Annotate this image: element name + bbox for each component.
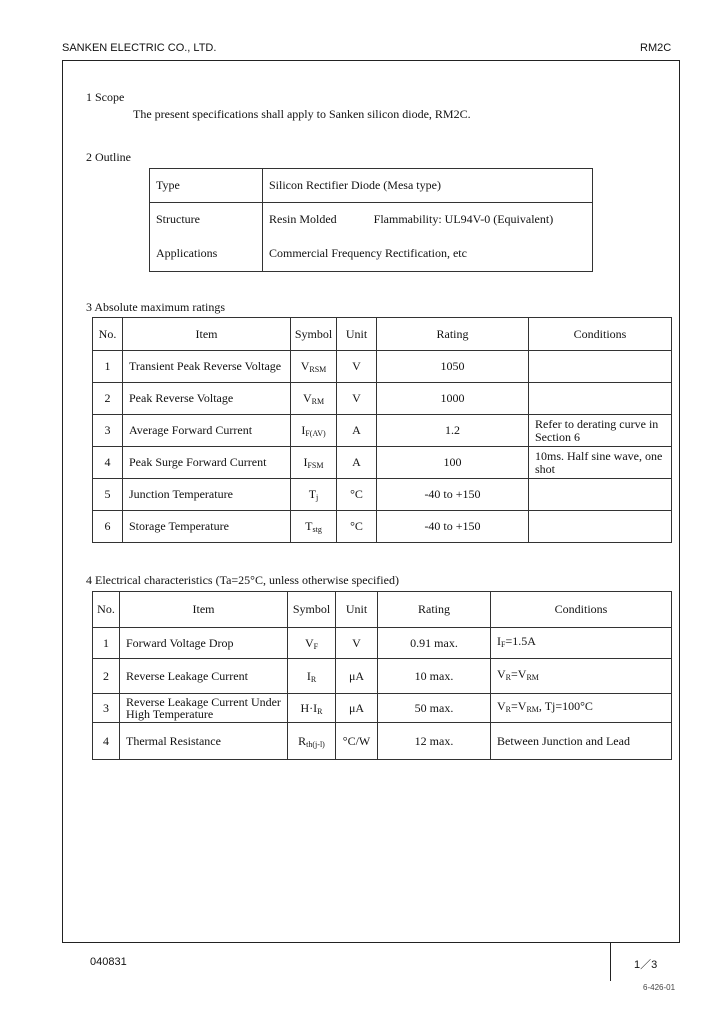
table-row: 1 Transient Peak Reverse Voltage $V_{RSM}$ V 1050 (93, 351, 672, 383)
col-no: No. (93, 592, 120, 628)
table-row: 6 Storage Temperature $T_{stg}$ °C -40 to +150 (93, 511, 672, 543)
table-row: 4 Peak Surge Forward Current $I_{FSM}$ A 100 10ms. Half sine wave, one shot (93, 447, 672, 479)
type-label: Type (150, 169, 263, 203)
col-unit: Unit (336, 592, 378, 628)
table-row: 2 Reverse Leakage Current $I_R$ μA 10 max. $V_R=V_{RM}$ (93, 659, 672, 694)
outline-title: 2 Outline (86, 150, 131, 164)
footer-date: 040831 (90, 956, 127, 968)
table-row: 1 Forward Voltage Drop $V_F$ V 0.91 max. $I_F=1.5A$ (93, 628, 672, 659)
table-row: 3 Average Forward Current $I_{F(AV)}$ A 1.2 Refer to derating curve in Section 6 (93, 415, 672, 447)
abs-max-title: 3 Absolute maximum ratings (86, 300, 225, 314)
outline-table (149, 168, 593, 272)
col-symbol: Symbol (288, 592, 336, 628)
table-row: 4 Thermal Resistance $R_{th(j-l)}$ °C/W 12 max. Between Junction and Lead (93, 723, 672, 760)
table-row: 3 Reverse Leakage Current Under High Temperature $H\cdot I_R$ μA 50 max. $V_R=V_{RM}$, Tj=100°C (93, 694, 672, 723)
company-name: SANKEN ELECTRIC CO., LTD. (62, 42, 217, 54)
applications-label: Applications (150, 237, 263, 272)
col-rating: Rating (377, 318, 529, 351)
col-unit: Unit (337, 318, 377, 351)
type-value: Silicon Rectifier Diode (Mesa type) (263, 169, 593, 203)
col-conditions: Conditions (491, 592, 672, 628)
applications-value: Commercial Frequency Rectification, etc (263, 237, 593, 272)
form-number: 6-426-01 (643, 983, 676, 992)
col-symbol: Symbol (291, 318, 337, 351)
scope-text: The present specifications shall apply to Sanken silicon diode, RM2C. (133, 107, 471, 121)
col-rating: Rating (378, 592, 491, 628)
footer (62, 943, 680, 981)
flammability: Flammability: UL94V-0 (Equivalent) (373, 212, 554, 227)
structure-value: Resin Molded (269, 212, 337, 227)
scope-title: 1 Scope (86, 90, 125, 104)
table-row: 2 Peak Reverse Voltage $V_{RM}$ V 1000 (93, 383, 672, 415)
abs-max-table (92, 317, 672, 543)
table-row: 5 Junction Temperature $T_j$ °C -40 to +150 (93, 479, 672, 511)
elec-title: 4 Electrical characteristics (Ta=25°C, unless otherwise specified) (86, 573, 399, 587)
col-item: Item (123, 318, 291, 351)
footer-divider (610, 943, 611, 981)
page-number: 1／3 (634, 959, 658, 971)
part-number: RM2C (640, 42, 672, 54)
col-conditions: Conditions (529, 318, 672, 351)
elec-table (92, 591, 672, 760)
col-item: Item (120, 592, 288, 628)
structure-label: Structure (150, 203, 263, 237)
col-no: No. (93, 318, 123, 351)
